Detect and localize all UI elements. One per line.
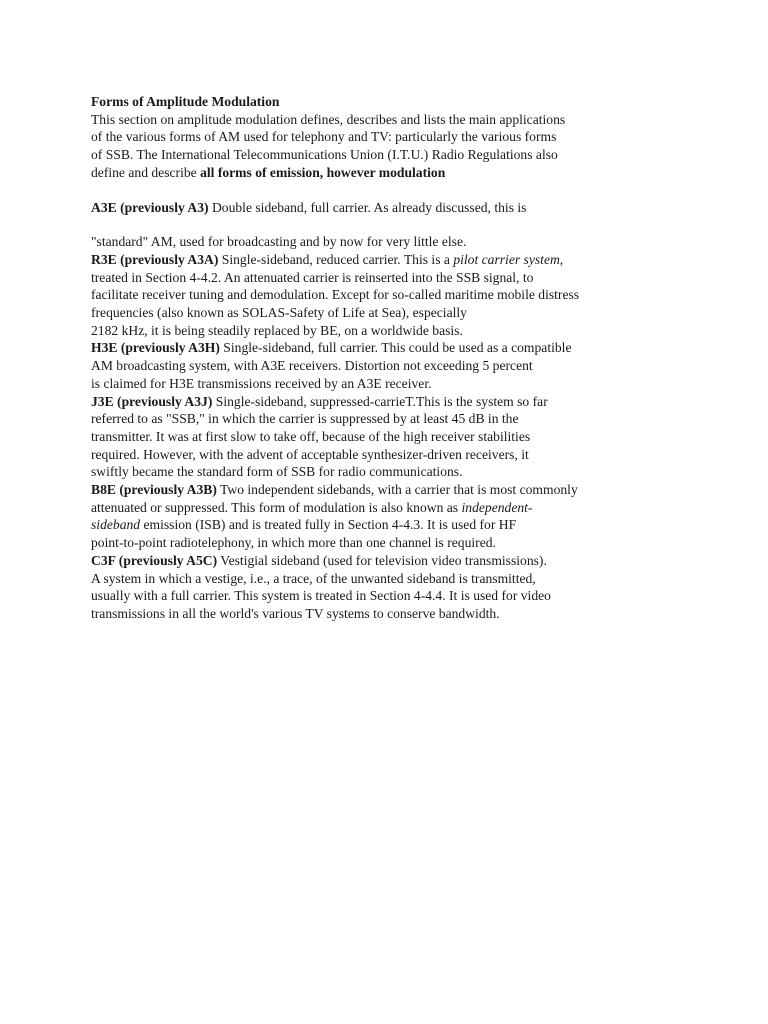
c3f-entry: C3F (previously A5C) Vestigial sideband (used for television video transmissions). (91, 552, 547, 568)
a3e-label: A3E (previously A3) (91, 199, 209, 215)
c3f-line: A system in which a vestige, i.e., a trace, of the unwanted sideband is transmitted, (91, 570, 536, 586)
intro-line: define and describe all forms of emission, however modulation (91, 164, 446, 180)
a3e-entry: A3E (previously A3) Double sideband, full carrier. As already discussed, this is (91, 199, 527, 215)
h3e-entry: H3E (previously A3H) Single-sideband, full carrier. This could be used as a compatible (91, 340, 572, 356)
r3e-label: R3E (previously A3A) (91, 251, 219, 267)
document-title: Forms of Amplitude Modulation (91, 94, 280, 109)
j3e-line: required. However, with the advent of acceptable synthesizer-driven receivers, it (91, 446, 529, 462)
j3e-label: J3E (previously A3J) (91, 393, 213, 409)
r3e-line: facilitate receiver tuning and demodulation. Except for so-called maritime mobile distress (91, 287, 580, 303)
j3e-entry: J3E (previously A3J) Single-sideband, suppressed-carrieT.This is the system so far (91, 393, 548, 409)
c3f-line: transmissions in all the world's various TV systems to conserve bandwidth. (91, 605, 500, 621)
paragraph-gap (91, 216, 651, 233)
b8e-line: sideband emission (ISB) and is treated fully in Section 4-4.3. It is used for HF (91, 517, 517, 533)
intro-line: of SSB. The International Telecommunications Union (I.T.U.) Radio Regulations also (91, 147, 558, 163)
paragraph-gap (91, 182, 651, 199)
r3e-line: 2182 kHz, it is being steadily replaced by BE, on a worldwide basis. (91, 322, 463, 338)
j3e-line: referred to as "SSB," in which the carrier is suppressed by at least 45 dB in the (91, 411, 519, 427)
r3e-line: frequencies (also known as SOLAS-Safety of Life at Sea), especially (91, 305, 467, 321)
c3f-line: usually with a full carrier. This system is treated in Section 4-4.4. It is used for video (91, 588, 551, 604)
b8e-entry: B8E (previously A3B) Two independent sidebands, with a carrier that is most commonly (91, 482, 578, 498)
h3e-line: is claimed for H3E transmissions received by an A3E receiver. (91, 375, 432, 391)
b8e-label: B8E (previously A3B) (91, 482, 217, 498)
intro-line: This section on amplitude modulation defines, describes and lists the main applications (91, 111, 566, 127)
c3f-label: C3F (previously A5C) (91, 552, 218, 568)
intro-line: of the various forms of AM used for telephony and TV: particularly the various forms (91, 129, 557, 145)
r3e-entry: R3E (previously A3A) Single-sideband, reduced carrier. This is a pilot carrier system, (91, 251, 564, 267)
r3e-line: treated in Section 4-4.2. An attenuated carrier is reinserted into the SSB signal, to (91, 269, 534, 285)
b8e-line: point-to-point radiotelephony, in which more than one channel is required. (91, 535, 496, 551)
h3e-line: AM broadcasting system, with A3E receivers. Distortion not exceeding 5 percent (91, 358, 533, 374)
document-body (91, 93, 651, 623)
b8e-line: attenuated or suppressed. This form of modulation is also known as independent- (91, 499, 533, 515)
j3e-line: swiftly became the standard form of SSB for radio communications. (91, 464, 463, 480)
h3e-label: H3E (previously A3H) (91, 340, 220, 356)
j3e-line: transmitter. It was at first slow to take off, because of the high receiver stabilities (91, 428, 531, 444)
a3e-continuation: "standard" AM, used for broadcasting and by now for very little else. (91, 234, 467, 250)
